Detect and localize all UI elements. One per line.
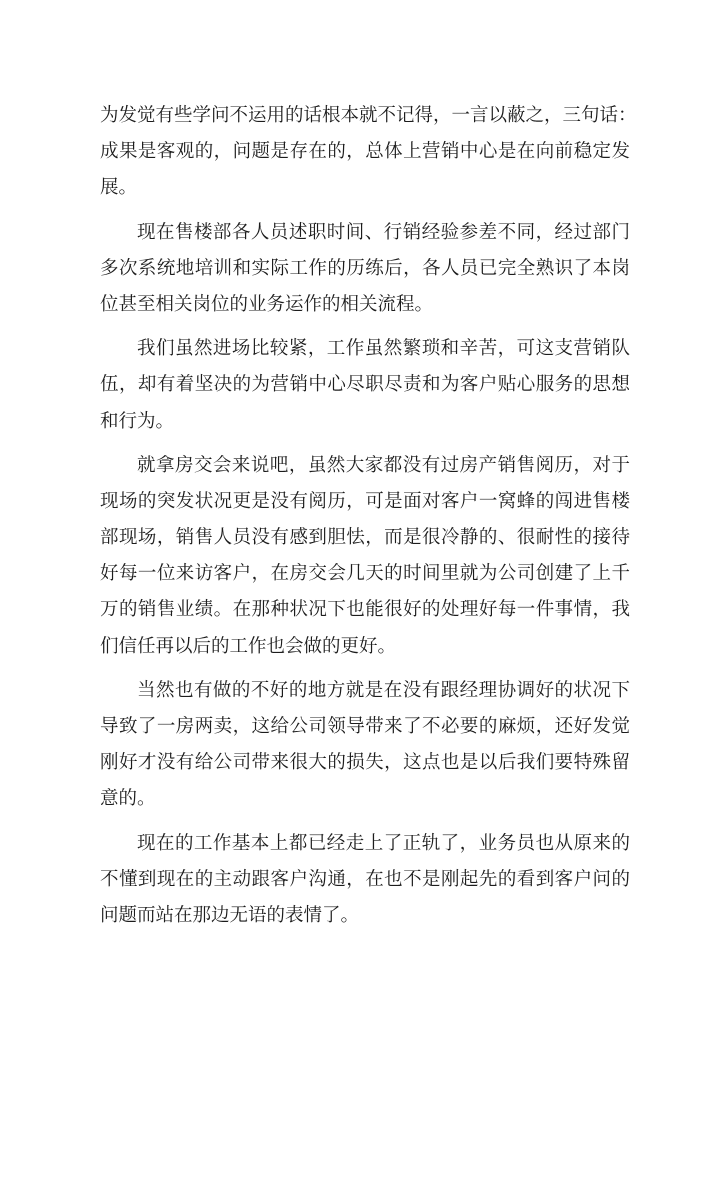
- text-line: 伍，却有着坚决的为营销中心尽职尽责和为客户贴心服务的思想: [100, 374, 630, 396]
- text-line: 刚好才没有给公司带来很大的损失，这点也是以后我们要特殊留: [100, 752, 630, 774]
- paragraph-1: [100, 98, 637, 207]
- text-line: 为发觉有些学问不运用的话根本就不记得，一言以蔽之，三句话：: [100, 105, 637, 126]
- paragraph-6: [100, 826, 630, 935]
- text-line: 导致了一房两卖，这给公司领导带来了不必要的麻烦，还好发觉: [100, 716, 630, 737]
- text-line: 部现场，销售人员没有感到胆怯，而是很冷静的、很耐性的接待: [100, 527, 630, 549]
- text-line: 展。: [100, 177, 138, 199]
- paragraph-4: [100, 448, 630, 665]
- text-line: 不懂到现在的主动跟客户沟通，在也不是刚起先的看到客户问的: [100, 868, 630, 890]
- text-line: 现在售楼部各人员述职时间、行销经验参差不同，经过部门: [137, 221, 630, 243]
- text-line: 问题而站在那边无语的表情了。: [100, 904, 360, 926]
- text-line: 意的。: [100, 788, 156, 810]
- paragraph-2: [100, 215, 630, 324]
- text-line: 就拿房交会来说吧，虽然大家都没有过房产销售阅历，对于: [137, 454, 630, 476]
- text-line: 多次系统地培训和实际工作的历练后，各人员已完全熟识了本岗: [100, 257, 630, 279]
- text-line: 们信任再以后的工作也会做的更好。: [100, 635, 397, 657]
- text-line: 位甚至相关岗位的业务运作的相关流程。: [100, 293, 434, 315]
- paragraph-5: [100, 673, 630, 818]
- document-body: [100, 98, 637, 942]
- text-line: 和行为。: [100, 410, 175, 432]
- text-line: 好每一位来访客户，在房交会几天的时间里就为公司创建了上千: [100, 563, 630, 585]
- text-line: 当然也有做的不好的地方就是在没有跟经理协调好的状况下: [137, 679, 630, 701]
- text-line: 我们虽然进场比较紧，工作虽然繁琐和辛苦，可这支营销队: [137, 338, 630, 360]
- paragraph-3: [100, 331, 630, 440]
- text-line: 成果是客观的，问题是存在的，总体上营销中心是在向前稳定发: [100, 141, 630, 163]
- text-line: 现在的工作基本上都已经走上了正轨了，业务员也从原来的: [137, 832, 630, 854]
- text-line: 现场的突发状况更是没有阅历，可是面对客户一窝蜂的闯进售楼: [100, 490, 630, 512]
- text-line: 万的销售业绩。在那种状况下也能很好的处理好每一件事情，我: [100, 599, 630, 621]
